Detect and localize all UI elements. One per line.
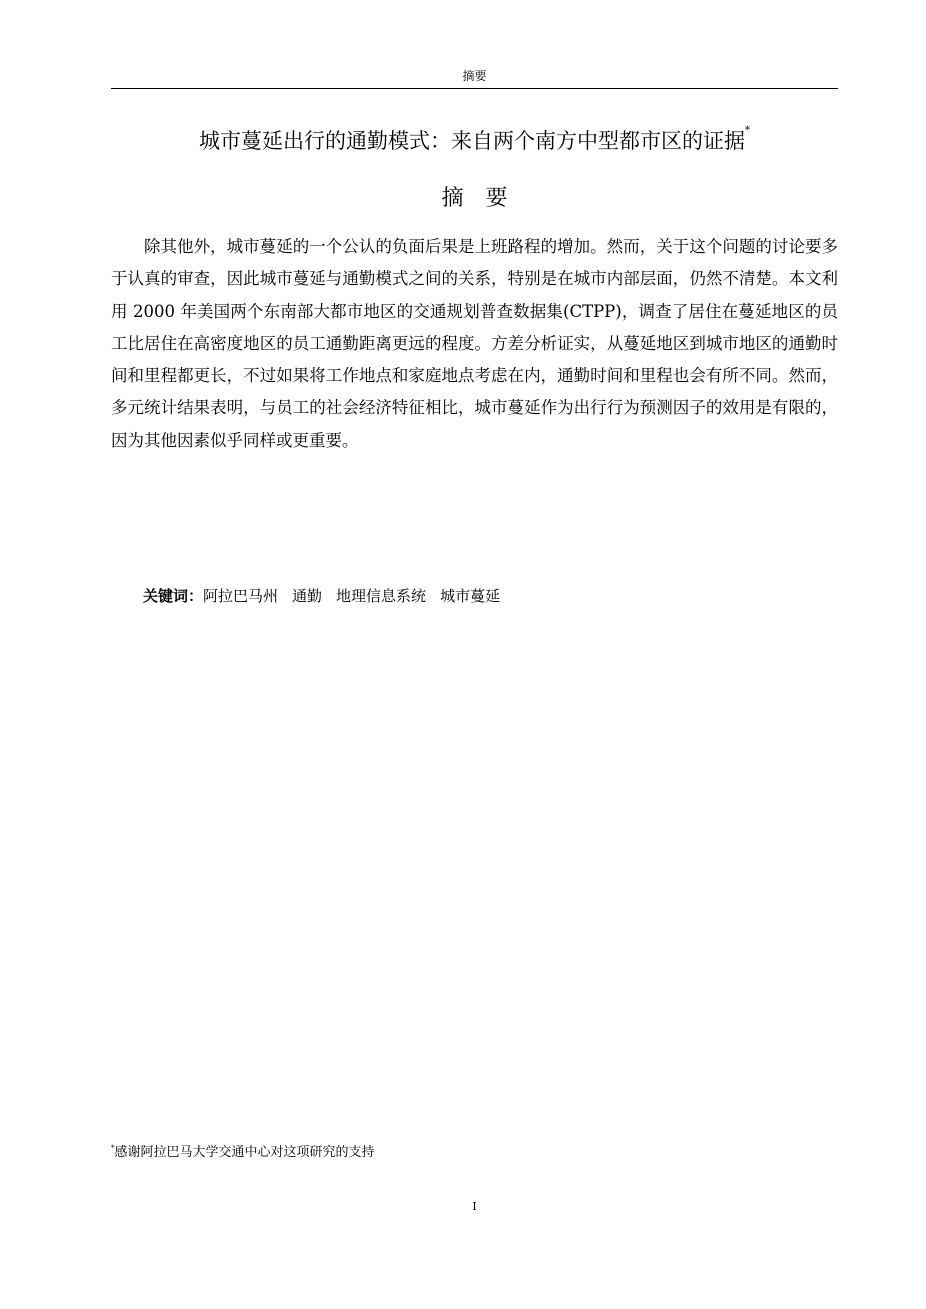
keyword-item: 地理信息系统 (336, 587, 427, 605)
abstract-heading-part2: 要 (485, 186, 508, 211)
footnote-text: 感谢阿拉巴马大学交通中心对这项研究的支持 (114, 1145, 375, 1160)
keyword-item: 通勤 (292, 587, 323, 605)
keyword-item: 阿拉巴马州 (203, 587, 279, 605)
keywords-line (143, 584, 514, 608)
footnote (111, 1144, 375, 1162)
running-header: 摘要 (462, 69, 487, 83)
paper-title (111, 126, 838, 156)
paper-title-text: 城市蔓延出行的通勤模式：来自两个南方中型都市区的证据 (199, 129, 745, 153)
abstract-heading (111, 184, 838, 214)
keyword-item: 城市蔓延 (440, 587, 501, 605)
page-number: I (472, 1200, 477, 1213)
title-footnote-mark: * (745, 125, 750, 136)
abstract-body: 除其他外，城市蔓延的一个公认的负面后果是上班路程的增加。然而，关于这个问题的讨论要多于认真的审查，因此城市蔓延与通勤模式之间的关系，特别是在城市内部层面，仍然不清楚。本文利用 2000 年美国两个东南部大都市地区的交通规划普查数据集(CTPP)，调查了居住在蔓延地区的员工比居住在高密度地区的员工通勤距离更远的程度。方差分析证实，从蔓延地区到城市地区的通勤时间和里程都更长，不过如果将工作地点和家庭地点考虑在内，通勤时间和里程也会有所不同。然而，多元统计结果表明，与员工的社会经济特征相比，城市蔓延作为出行行为预测因子的效用是有限的，因为其他因素似乎同样或更重要。 (111, 237, 838, 450)
abstract-heading-part1: 摘 (441, 186, 464, 211)
keywords-label: 关键词： (143, 587, 204, 605)
header-rule (111, 88, 838, 89)
footnote-mark: * (111, 1144, 115, 1152)
